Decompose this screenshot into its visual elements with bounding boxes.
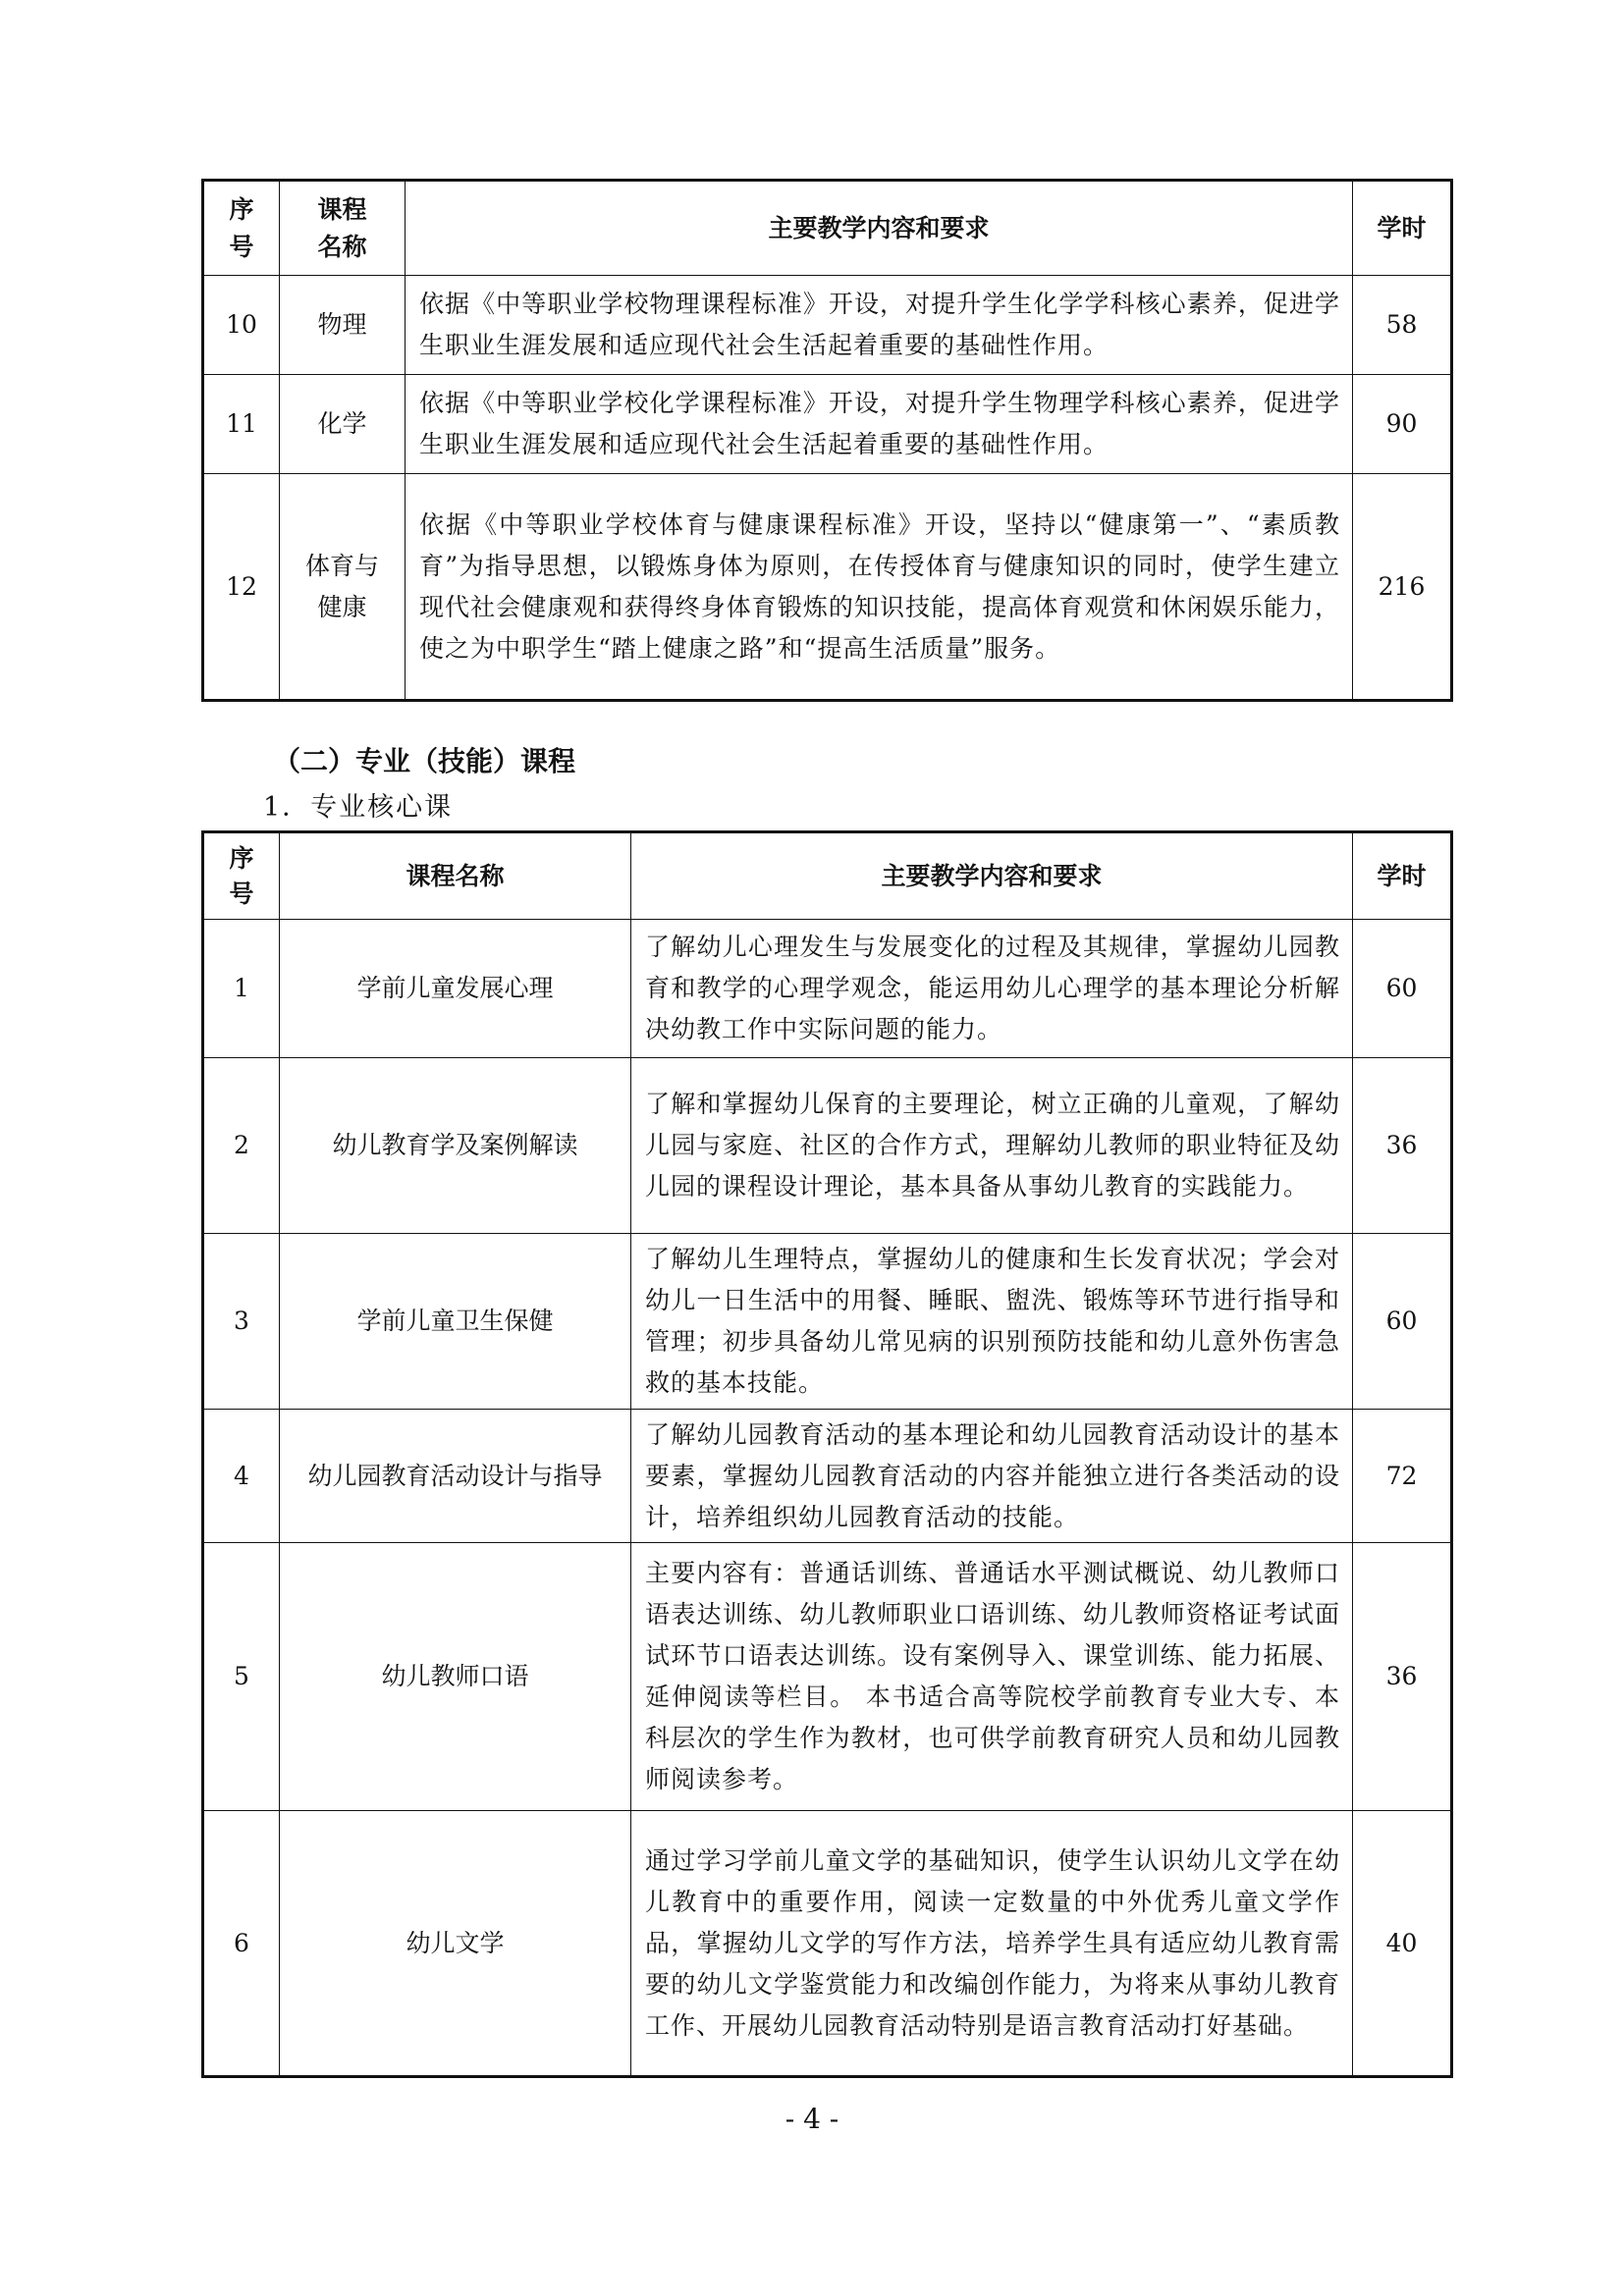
row-course-name: 学前儿童卫生保健 bbox=[280, 1234, 631, 1410]
row-course-name: 幼儿教育学及案例解读 bbox=[280, 1058, 631, 1234]
row-course-name: 化学 bbox=[280, 375, 406, 474]
row-content: 通过学习学前儿童文学的基础知识，使学生认识幼儿文学在幼儿教育中的重要作用，阅读一定数量的中外优秀儿童文学作品，掌握幼儿文学的写作方法，培养学生具有适应幼儿教育需要的幼儿文学鉴赏能力和改编创作能力，为将来从事幼儿教育工作、开展幼儿园教育活动特别是语言教育活动打好基础。 bbox=[631, 1811, 1353, 2077]
table-header-row bbox=[203, 832, 1452, 920]
row-content: 主要内容有：普通话训练、普通话水平测试概说、幼儿教师口语表达训练、幼儿教师职业口语训练、幼儿教师资格证考试面试环节口语表达训练。设有案例导入、课堂训练、能力拓展、延伸阅读等栏目。 本书适合高等院校学前教育专业大专、本科层次的学生作为教材，也可供学前教育研究人员和幼儿园教师阅读参考。 bbox=[631, 1543, 1353, 1811]
row-content: 了解和掌握幼儿保育的主要理论，树立正确的儿童观，了解幼儿园与家庭、社区的合作方式，理解幼儿教师的职业特征及幼儿园的课程设计理论，基本具备从事幼儿教育的实践能力。 bbox=[631, 1058, 1353, 1234]
row-hours: 58 bbox=[1353, 276, 1452, 375]
table-header-row bbox=[203, 181, 1452, 276]
row-no: 1 bbox=[203, 920, 280, 1058]
table-row bbox=[203, 474, 1452, 701]
row-course-name: 幼儿园教育活动设计与指导 bbox=[280, 1410, 631, 1543]
row-no: 12 bbox=[203, 474, 280, 701]
row-no: 6 bbox=[203, 1811, 280, 2077]
row-content: 依据《中等职业学校化学课程标准》开设，对提升学生物理学科核心素养，促进学生职业生涯发展和适应现代社会生活起着重要的基础性作用。 bbox=[406, 375, 1353, 474]
row-content: 了解幼儿园教育活动的基本理论和幼儿园教育活动设计的基本要素，掌握幼儿园教育活动的内容并能独立进行各类活动的设计，培养组织幼儿园教育活动的技能。 bbox=[631, 1410, 1353, 1543]
row-no: 5 bbox=[203, 1543, 280, 1811]
row-no: 10 bbox=[203, 276, 280, 375]
table-row bbox=[203, 1811, 1452, 2077]
section-heading: （二）专业（技能）课程 bbox=[273, 745, 576, 777]
header-hours: 学时 bbox=[1353, 832, 1452, 920]
header-no: 序号 bbox=[203, 181, 280, 276]
row-no: 2 bbox=[203, 1058, 280, 1234]
table-row bbox=[203, 920, 1452, 1058]
header-hours: 学时 bbox=[1353, 181, 1452, 276]
core-course-table bbox=[201, 830, 1453, 2078]
row-course-name: 学前儿童发展心理 bbox=[280, 920, 631, 1058]
header-content: 主要教学内容和要求 bbox=[406, 181, 1353, 276]
header-course-name: 课程名称 bbox=[280, 181, 406, 276]
header-content: 主要教学内容和要求 bbox=[631, 832, 1353, 920]
row-course-name: 体育与健康 bbox=[280, 474, 406, 701]
header-no: 序号 bbox=[203, 832, 280, 920]
row-hours: 36 bbox=[1353, 1058, 1452, 1234]
row-content: 依据《中等职业学校体育与健康课程标准》开设，坚持以“健康第一”、“素质教育”为指导思想，以锻炼身体为原则，在传授体育与健康知识的同时，使学生建立现代社会健康观和获得终身体育锻炼的知识技能，提高体育观赏和休闲娱乐能力，使之为中职学生“踏上健康之路”和“提高生活质量”服务。 bbox=[406, 474, 1353, 701]
table-row bbox=[203, 1234, 1452, 1410]
table-row bbox=[203, 1543, 1452, 1811]
row-no: 3 bbox=[203, 1234, 280, 1410]
row-hours: 40 bbox=[1353, 1811, 1452, 2077]
row-content: 依据《中等职业学校物理课程标准》开设，对提升学生化学学科核心素养，促进学生职业生涯发展和适应现代社会生活起着重要的基础性作用。 bbox=[406, 276, 1353, 375]
row-hours: 60 bbox=[1353, 920, 1452, 1058]
row-hours: 36 bbox=[1353, 1543, 1452, 1811]
row-content: 了解幼儿生理特点，掌握幼儿的健康和生长发育状况；学会对幼儿一日生活中的用餐、睡眠、盥洗、锻炼等环节进行指导和管理；初步具备幼儿常见病的识别预防技能和幼儿意外伤害急救的基本技能。 bbox=[631, 1234, 1353, 1410]
row-hours: 90 bbox=[1353, 375, 1452, 474]
row-content: 了解幼儿心理发生与发展变化的过程及其规律，掌握幼儿园教育和教学的心理学观念，能运用幼儿心理学的基本理论分析解决幼教工作中实际问题的能力。 bbox=[631, 920, 1353, 1058]
table-row bbox=[203, 1058, 1452, 1234]
table-row bbox=[203, 375, 1452, 474]
row-course-name: 物理 bbox=[280, 276, 406, 375]
row-course-name: 幼儿教师口语 bbox=[280, 1543, 631, 1811]
table-row bbox=[203, 276, 1452, 375]
row-no: 4 bbox=[203, 1410, 280, 1543]
row-hours: 216 bbox=[1353, 474, 1452, 701]
table-row bbox=[203, 1410, 1452, 1543]
page-number: - 4 - bbox=[785, 2103, 839, 2135]
subsection-heading: 1．专业核心课 bbox=[263, 792, 454, 823]
row-hours: 72 bbox=[1353, 1410, 1452, 1543]
row-hours: 60 bbox=[1353, 1234, 1452, 1410]
general-course-table bbox=[201, 179, 1453, 702]
row-no: 11 bbox=[203, 375, 280, 474]
row-course-name: 幼儿文学 bbox=[280, 1811, 631, 2077]
header-course-name: 课程名称 bbox=[280, 832, 631, 920]
